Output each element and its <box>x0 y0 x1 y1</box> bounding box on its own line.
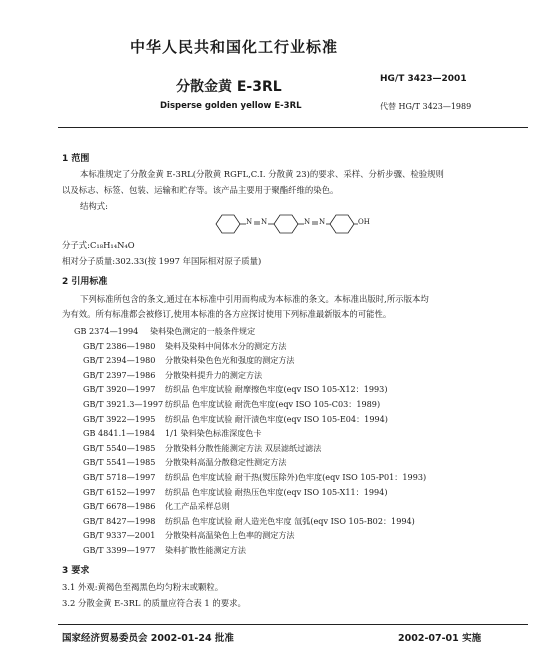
section-3-heading: 3 要求 <box>62 566 90 576</box>
standard-code-cell: GB/T 5540—1985 <box>83 442 156 453</box>
n-atom-1: N <box>246 218 253 226</box>
standard-item <box>83 530 295 541</box>
standard-name-cell: 染料染色测定的一般条件规定 <box>150 326 256 336</box>
standard-code-cell: GB/T 8427—1998 <box>83 515 156 526</box>
standard-item <box>83 442 322 453</box>
standard-code-cell: GB/T 3921.3—1997 <box>83 399 164 409</box>
standard-name-cell: 化工产品采样总则 <box>165 501 230 512</box>
standard-name-cell: 纺织品 色牢度试验 耐摩擦色牢度(eqv ISO 105-X12：1993) <box>165 384 388 395</box>
standard-item <box>83 369 263 380</box>
standard-code-cell: GB/T 3922—1995 <box>83 413 156 424</box>
standard-item <box>74 326 256 336</box>
standard-title: 分散金黄 E-3RL <box>176 79 282 95</box>
standard-item <box>83 472 427 482</box>
standard-code-cell: GB/T 3399—1977 <box>83 545 156 555</box>
n-atom-4: N <box>319 218 326 226</box>
standard-name-cell: 分散染料染色色光和强度的测定方法 <box>165 355 295 366</box>
footer-rule <box>58 624 528 625</box>
molecular-formula: 分子式:C₁₈H₁₄N₄O <box>62 240 135 250</box>
structure-label: 结构式: <box>80 201 108 211</box>
standard-item <box>83 384 388 395</box>
standard-code-cell: GB 2374—1994 <box>74 326 139 336</box>
standard-item <box>83 486 388 497</box>
standard-code-cell: GB 4841.1—1984 <box>83 428 155 439</box>
section-2-heading: 2 引用标准 <box>62 277 108 287</box>
requirement-3-2: 3.2 分散金黄 E-3RL 的质量应符合表 1 的要求。 <box>62 598 246 608</box>
standard-name-cell: 染料及染料中间体水分的测定方法 <box>165 340 287 351</box>
standard-code-cell: GB/T 6152—1997 <box>83 486 156 497</box>
standard-name-cell: 1/1 染料染色标准深度色卡 <box>165 428 262 439</box>
standard-code-cell: GB/T 9337—2001 <box>83 530 156 541</box>
section-2-para-line-2: 为有效。所有标准都会被修订,使用本标准的各方应探讨使用下列标准最新版本的可能性。 <box>62 309 392 319</box>
standard-item <box>83 355 295 366</box>
azo-structure-diagram <box>200 210 370 238</box>
standard-code: HG/T 3423—2001 <box>380 74 467 84</box>
standard-code-cell: GB/T 3920—1997 <box>83 384 156 395</box>
section-1-para-line-2: 以及标志、标签、包装、运输和贮存等。该产品主要用于聚酯纤维的染色。 <box>62 185 339 195</box>
standard-name-cell: 分散染料提升力的测定方法 <box>165 369 263 380</box>
approval-date: 国家经济贸易委员会 2002-01-24 批准 <box>62 633 234 644</box>
standard-code-cell: GB/T 2397—1986 <box>83 369 156 380</box>
requirement-3-1: 3.1 外观:黄褐色至褐黑色均匀粉末或颗粒。 <box>62 582 224 592</box>
replaces-note: 代替 HG/T 3423—1989 <box>380 102 472 111</box>
n-atom-2: N <box>261 218 268 226</box>
standard-name-cell: 分散染料高温染色上色率的测定方法 <box>165 530 295 541</box>
standard-item <box>83 515 415 526</box>
section-2-para-line-1: 下列标准所包含的条文,通过在本标准中引用而构成为本标准的条文。本标准出版时,所示版本均 <box>80 294 429 304</box>
standard-code-cell: GB/T 2386—1980 <box>83 340 156 351</box>
effective-date: 2002-07-01 实施 <box>398 633 482 644</box>
header-rule <box>58 127 528 128</box>
standard-code-cell: GB/T 2394—1980 <box>83 355 156 366</box>
standard-item <box>83 428 262 439</box>
molecular-mass: 相对分子质量:302.33(按 1997 年国际相对原子质量) <box>62 256 262 266</box>
section-1-para-line-1: 本标准规定了分散金黄 E-3RL(分散黄 RGFL,C.I. 分散黄 23)的要求、采样、分析步骤、检验规则 <box>80 169 444 179</box>
standard-item <box>83 399 381 409</box>
standard-item <box>83 340 287 351</box>
standard-name-cell: 纺织品 色牢度试验 耐汗渍色牢度(eqv ISO 105-E04：1994) <box>165 413 388 424</box>
standard-name-cell: 纺织品 色牢度试验 耐洗色牢度(eqv ISO 105-C03：1989) <box>165 399 381 409</box>
standard-name-cell: 纺织品 色牢度试验 耐人造光色牢度 氙弧(eqv ISO 105-B02：1994) <box>165 515 415 526</box>
standard-item <box>83 501 230 512</box>
standard-name-cell: 染料扩散性能测定方法 <box>165 545 246 555</box>
standard-code-cell: GB/T 5541—1985 <box>83 457 156 468</box>
standard-name-cell: 分散染料高温分散稳定性测定方法 <box>165 457 287 468</box>
standard-name-cell: 分散染料分散性能测定方法 双层滤纸过滤法 <box>165 442 322 453</box>
standard-item <box>83 413 388 424</box>
standard-code-cell: GB/T 6678—1986 <box>83 501 156 512</box>
oh-group: OH <box>358 218 370 226</box>
org-title: 中华人民共和国化工行业标准 <box>130 38 339 56</box>
standard-name-cell: 纺织品 色牢度试验 耐干热(熨压除外)色牢度(eqv ISO 105-P01：1993) <box>165 472 427 482</box>
standard-code-cell: GB/T 5718—1997 <box>83 472 156 482</box>
english-title: Disperse golden yellow E-3RL <box>160 101 302 111</box>
structural-formula <box>200 210 370 238</box>
standard-item <box>83 545 246 555</box>
standard-name-cell: 纺织品 色牢度试验 耐热压色牢度(eqv ISO 105-X11：1994) <box>165 486 388 497</box>
section-1-heading: 1 范围 <box>62 154 90 164</box>
standard-item <box>83 457 287 468</box>
n-atom-3: N <box>304 218 311 226</box>
